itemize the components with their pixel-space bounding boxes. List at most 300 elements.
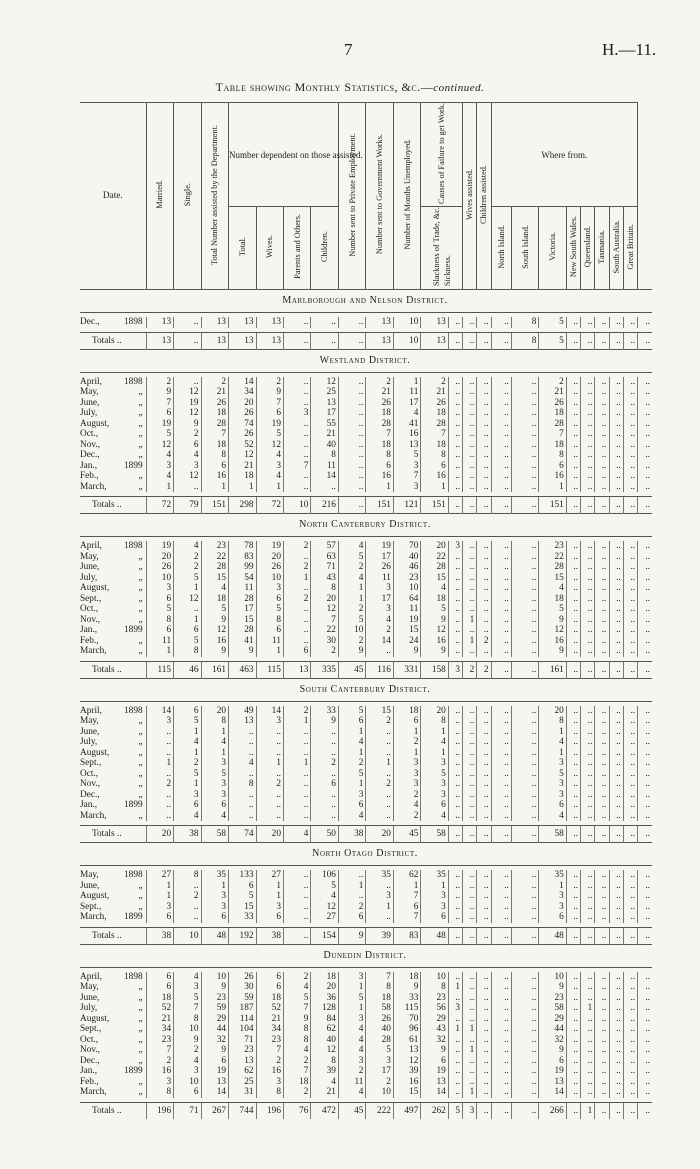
table-cell: .. (511, 1045, 538, 1056)
table-cell: .. (511, 706, 538, 717)
table-cell: .. (448, 317, 462, 328)
table-cell: .. (491, 661, 511, 678)
table-cell: .. (595, 562, 609, 573)
header-private: Number sent to Private Employment. (338, 103, 365, 290)
table-cell: .. (623, 419, 637, 430)
table-cell: 26 (421, 398, 448, 409)
table-cell: 10 (174, 927, 201, 944)
table-cell: 13 (421, 1077, 448, 1088)
table-cell: .. (477, 497, 491, 514)
table-cell: .. (511, 1003, 538, 1014)
table-cell: 3 (393, 461, 420, 472)
table-cell: .. (491, 461, 511, 472)
table-cell: .. (638, 332, 652, 349)
table-cell: .. (229, 727, 256, 738)
table-cell: 2 (174, 552, 201, 563)
cell-year: „ (138, 429, 143, 440)
table-cell: .. (595, 972, 609, 983)
table-cell: .. (638, 1066, 652, 1077)
table-cell: .. (623, 1045, 637, 1056)
table-cell: .. (609, 482, 623, 493)
cell-month: Dec., (80, 789, 100, 800)
table-cell: .. (609, 1066, 623, 1077)
table-cell: 4 (311, 1077, 339, 1088)
table-cell: 6 (539, 800, 566, 811)
table-cell: 61 (393, 1035, 420, 1046)
table-cell: 12 (256, 440, 283, 451)
table-cell: 4 (311, 891, 339, 902)
table-cell: 26 (146, 562, 173, 573)
table-cell: 12 (421, 625, 448, 636)
table-cell: 63 (311, 552, 339, 563)
table-cell: .. (491, 1087, 511, 1098)
table-cell: 18 (421, 408, 448, 419)
table-cell: 23 (393, 573, 420, 584)
table-cell: .. (311, 727, 339, 738)
table-cell: .. (448, 1066, 462, 1077)
table-cell: 3 (366, 583, 393, 594)
table-cell: .. (448, 779, 462, 790)
table-cell: .. (477, 716, 491, 727)
table-cell: 1 (201, 881, 228, 892)
table-cell: .. (581, 927, 595, 944)
table-cell: .. (477, 377, 491, 388)
table-cell: 3 (421, 902, 448, 913)
table-cell: .. (477, 927, 491, 944)
table-cell: 28 (201, 562, 228, 573)
table-cell: .. (229, 811, 256, 822)
table-cell: 14 (256, 706, 283, 717)
table-cell: 8 (311, 1056, 339, 1067)
table-cell: .. (477, 779, 491, 790)
table-row (80, 706, 652, 717)
table-cell: 2 (477, 661, 491, 678)
table-cell: 34 (256, 1024, 283, 1035)
table-cell: 20 (311, 594, 339, 605)
table-cell: 10 (256, 573, 283, 584)
table-cell: .. (581, 1066, 595, 1077)
table-cell: 7 (393, 471, 420, 482)
table-cell: .. (595, 450, 609, 461)
table-cell: .. (623, 1087, 637, 1098)
table-cell: 1 (146, 881, 173, 892)
table-cell: .. (638, 573, 652, 584)
table-cell: 331 (393, 661, 420, 678)
table-cell: .. (511, 461, 538, 472)
table-cell: .. (463, 758, 477, 769)
table-cell: 4 (421, 737, 448, 748)
table-cell: 7 (256, 398, 283, 409)
table-cell: .. (623, 1035, 637, 1046)
table-row (80, 450, 652, 461)
table-cell: 3 (174, 982, 201, 993)
table-cell: 58 (366, 1003, 393, 1014)
table-cell: .. (511, 727, 538, 738)
table-cell: .. (566, 779, 580, 790)
cell-year: „ (138, 418, 143, 429)
table-cell: .. (581, 982, 595, 993)
table-cell: .. (511, 902, 538, 913)
table-cell: 83 (393, 927, 420, 944)
table-cell: 18 (283, 1077, 310, 1088)
cell-month: August, (80, 418, 110, 429)
table-cell: .. (174, 482, 201, 493)
table-cell: .. (477, 482, 491, 493)
table-cell: 2 (393, 811, 420, 822)
table-cell: .. (623, 891, 637, 902)
table-cell: .. (638, 779, 652, 790)
table-cell: 4 (174, 541, 201, 552)
table-cell: .. (638, 993, 652, 1004)
table-cell: 13 (201, 1077, 228, 1088)
table-cell: 21 (311, 429, 339, 440)
table-cell: 18 (421, 440, 448, 451)
table-cell: 32 (201, 1035, 228, 1046)
table-cell: .. (463, 583, 477, 594)
table-cell: .. (638, 471, 652, 482)
table-row (80, 562, 652, 573)
table-cell: .. (623, 604, 637, 615)
table-cell: .. (491, 1056, 511, 1067)
table-cell: .. (623, 552, 637, 563)
table-cell: 12 (229, 450, 256, 461)
table-cell: 3 (366, 604, 393, 615)
table-cell: 2 (311, 758, 339, 769)
table-row (80, 377, 652, 388)
table-cell: .. (566, 429, 580, 440)
table-cell: .. (623, 727, 637, 738)
table-cell: .. (511, 440, 538, 451)
cell-year: „ (138, 1076, 143, 1087)
table-cell: 4 (174, 811, 201, 822)
table-cell: .. (566, 716, 580, 727)
table-cell: .. (338, 408, 365, 419)
table-cell: 4 (283, 826, 310, 843)
table-cell: .. (491, 881, 511, 892)
table-cell: .. (463, 706, 477, 717)
table-cell: .. (581, 912, 595, 923)
cell-month: Nov., (80, 439, 101, 450)
table-cell: .. (623, 769, 637, 780)
table-cell: .. (283, 625, 310, 636)
table-cell: .. (448, 737, 462, 748)
table-cell: .. (581, 419, 595, 430)
table-cell: .. (581, 440, 595, 451)
table-cell: 9 (393, 646, 420, 657)
table-cell: 1 (338, 982, 365, 993)
table-cell: 99 (229, 562, 256, 573)
cell-year: „ (138, 992, 143, 1003)
table-cell: .. (366, 790, 393, 801)
table-cell: 1 (421, 482, 448, 493)
table-cell: 6 (366, 461, 393, 472)
table-cell: .. (448, 758, 462, 769)
table-cell: 1 (463, 636, 477, 647)
table-cell: 28 (539, 419, 566, 430)
table-cell: .. (623, 1056, 637, 1067)
table-cell: .. (448, 594, 462, 605)
table-cell: .. (511, 716, 538, 727)
table-cell: 1 (283, 573, 310, 584)
table-cell: .. (511, 1014, 538, 1025)
table-cell: .. (491, 870, 511, 881)
table-cell: .. (623, 1102, 637, 1119)
table-cell: .. (338, 471, 365, 482)
table-cell: .. (283, 891, 310, 902)
table-cell: 15 (229, 615, 256, 626)
table-cell: .. (256, 737, 283, 748)
table-cell: 23 (539, 541, 566, 552)
table-cell: 38 (338, 826, 365, 843)
table-cell: .. (623, 387, 637, 398)
table-cell: .. (623, 912, 637, 923)
cell-year: „ (138, 716, 143, 727)
table-cell: 4 (229, 758, 256, 769)
table-cell: .. (609, 471, 623, 482)
table-cell: .. (491, 583, 511, 594)
table-cell: 4 (201, 737, 228, 748)
table-cell: 1 (338, 583, 365, 594)
cell-year: „ (138, 1024, 143, 1035)
table-cell: .. (448, 573, 462, 584)
table-cell: .. (623, 779, 637, 790)
table-cell: 8 (229, 779, 256, 790)
table-cell: 1 (393, 748, 420, 759)
table-cell: .. (338, 387, 365, 398)
table-cell: 19 (256, 419, 283, 430)
table-cell: .. (311, 800, 339, 811)
table-cell: 5 (421, 604, 448, 615)
table-cell: 17 (366, 552, 393, 563)
table-cell: 41 (229, 636, 256, 647)
table-cell: .. (595, 387, 609, 398)
table-cell: 2 (366, 377, 393, 388)
table-cell: .. (448, 461, 462, 472)
table-cell: 1 (283, 716, 310, 727)
table-cell: .. (491, 332, 511, 349)
table-cell: 6 (256, 982, 283, 993)
table-cell: .. (581, 332, 595, 349)
table-row (80, 1087, 652, 1098)
table-cell: .. (448, 646, 462, 657)
table-cell: .. (581, 562, 595, 573)
table-cell: .. (477, 790, 491, 801)
table-cell: 2 (283, 972, 310, 983)
table-cell: 18 (146, 993, 173, 1004)
table-cell: .. (448, 429, 462, 440)
table-cell: .. (609, 1045, 623, 1056)
table-cell: 8 (539, 716, 566, 727)
cell-month: June, (80, 992, 100, 1003)
table-cell: .. (595, 870, 609, 881)
table-cell: .. (477, 881, 491, 892)
table-cell: .. (609, 1056, 623, 1067)
table-cell: 9 (338, 927, 365, 944)
table-cell: .. (338, 461, 365, 472)
table-cell: 11 (366, 573, 393, 584)
table-cell: 3 (448, 541, 462, 552)
table-cell: 161 (201, 661, 228, 678)
table-cell: 1 (256, 482, 283, 493)
table-cell: .. (566, 408, 580, 419)
table-cell: .. (581, 769, 595, 780)
table-cell: .. (638, 625, 652, 636)
table-cell: .. (491, 769, 511, 780)
table-cell: 2 (283, 562, 310, 573)
table-cell: 16 (201, 471, 228, 482)
table-cell: .. (581, 482, 595, 493)
table-cell: .. (511, 636, 538, 647)
table-cell: 2 (338, 562, 365, 573)
cell-year: „ (138, 604, 143, 615)
table-cell: .. (283, 317, 310, 328)
table-cell: .. (511, 800, 538, 811)
cell-year: „ (138, 408, 143, 419)
table-cell: .. (581, 461, 595, 472)
cell-year (121, 826, 146, 843)
table-cell: .. (581, 661, 595, 678)
cell-year: „ (138, 737, 143, 748)
table-row (80, 748, 652, 759)
cell-month: Totals .. (80, 1102, 121, 1119)
table-cell: .. (491, 716, 511, 727)
table-cell: .. (283, 398, 310, 409)
table-cell: .. (595, 881, 609, 892)
table-cell: .. (448, 881, 462, 892)
table-cell: 8 (174, 646, 201, 657)
table-cell: 17 (366, 1066, 393, 1077)
table-cell: 18 (366, 408, 393, 419)
table-cell: 2 (174, 1045, 201, 1056)
table-cell: 28 (229, 625, 256, 636)
table-cell: 30 (311, 636, 339, 647)
table-cell: 2 (366, 779, 393, 790)
table-cell: 16 (393, 429, 420, 440)
cell-month: Dec., (80, 317, 100, 328)
table-cell: 36 (311, 993, 339, 1004)
table-cell: .. (511, 497, 538, 514)
table-cell: 14 (311, 471, 339, 482)
table-cell: 26 (256, 562, 283, 573)
cell-month: March, (80, 646, 107, 657)
table-cell: 5 (174, 716, 201, 727)
table-cell: .. (623, 625, 637, 636)
table-cell: 3 (393, 758, 420, 769)
table-cell: 15 (421, 573, 448, 584)
table-cell: 71 (229, 1035, 256, 1046)
table-cell: 1 (174, 779, 201, 790)
table-cell: 7 (393, 891, 420, 902)
table-cell: .. (609, 583, 623, 594)
table-cell: 11 (393, 604, 420, 615)
table-cell: 1 (201, 482, 228, 493)
totals-row (80, 497, 652, 514)
table-cell: 3 (539, 902, 566, 913)
table-cell: .. (623, 594, 637, 605)
table-cell: .. (491, 993, 511, 1004)
table-cell: 28 (421, 562, 448, 573)
table-cell: 2 (338, 604, 365, 615)
table-cell: .. (638, 881, 652, 892)
table-cell: 8 (256, 1087, 283, 1098)
table-cell: .. (491, 440, 511, 451)
table-cell: .. (448, 615, 462, 626)
table-cell: .. (283, 583, 310, 594)
table-cell: 18 (201, 440, 228, 451)
table-cell: 3 (201, 902, 228, 913)
table-cell: .. (463, 1035, 477, 1046)
table-cell: .. (609, 625, 623, 636)
table-cell: .. (477, 1045, 491, 1056)
table-cell: 10 (393, 332, 420, 349)
cell-month: May, (80, 551, 99, 562)
table-cell: 33 (229, 912, 256, 923)
table-cell: 1 (448, 982, 462, 993)
table-cell: 7 (283, 1003, 310, 1014)
table-cell: .. (595, 1102, 609, 1119)
table-cell: .. (491, 1102, 511, 1119)
table-row (80, 1035, 652, 1046)
table-cell: 5 (393, 450, 420, 461)
table-cell: 57 (311, 541, 339, 552)
table-cell: 16 (421, 636, 448, 647)
table-cell: .. (146, 727, 173, 738)
table-cell: .. (283, 332, 310, 349)
table-cell: .. (511, 982, 538, 993)
table-cell: .. (491, 398, 511, 409)
table-cell: .. (638, 1045, 652, 1056)
cell-month: Totals .. (80, 826, 121, 843)
table-cell: 16 (539, 636, 566, 647)
table-cell: 74 (229, 826, 256, 843)
table-cell: .. (623, 706, 637, 717)
table-cell: 8 (311, 583, 339, 594)
table-row (80, 461, 652, 472)
table-cell: .. (581, 993, 595, 1004)
table-cell: .. (581, 541, 595, 552)
table-cell: .. (595, 471, 609, 482)
table-row (80, 891, 652, 902)
table-cell: 35 (421, 870, 448, 881)
table-cell: 35 (201, 870, 228, 881)
table-cell: .. (448, 450, 462, 461)
cell-year: „ (138, 982, 143, 993)
table-cell: 196 (256, 1102, 283, 1119)
table-cell: .. (623, 870, 637, 881)
table-cell: .. (477, 419, 491, 430)
cell-month: Feb., (80, 1076, 99, 1087)
table-cell: 2 (366, 716, 393, 727)
table-cell: 9 (201, 615, 228, 626)
cell-month: August, (80, 891, 110, 902)
table-cell: .. (595, 1056, 609, 1067)
table-cell: 187 (229, 1003, 256, 1014)
table-cell: 23 (539, 993, 566, 1004)
table-cell: .. (581, 826, 595, 843)
table-cell: .. (283, 604, 310, 615)
table-cell: .. (566, 748, 580, 759)
table-cell: .. (477, 800, 491, 811)
table-cell: .. (448, 332, 462, 349)
table-cell: .. (463, 398, 477, 409)
table-row (80, 1077, 652, 1088)
table-cell: 1 (338, 779, 365, 790)
table-cell: .. (511, 737, 538, 748)
table-cell: 21 (146, 1014, 173, 1025)
table-cell: 84 (311, 1014, 339, 1025)
table-cell: .. (491, 541, 511, 552)
table-cell: .. (581, 1024, 595, 1035)
